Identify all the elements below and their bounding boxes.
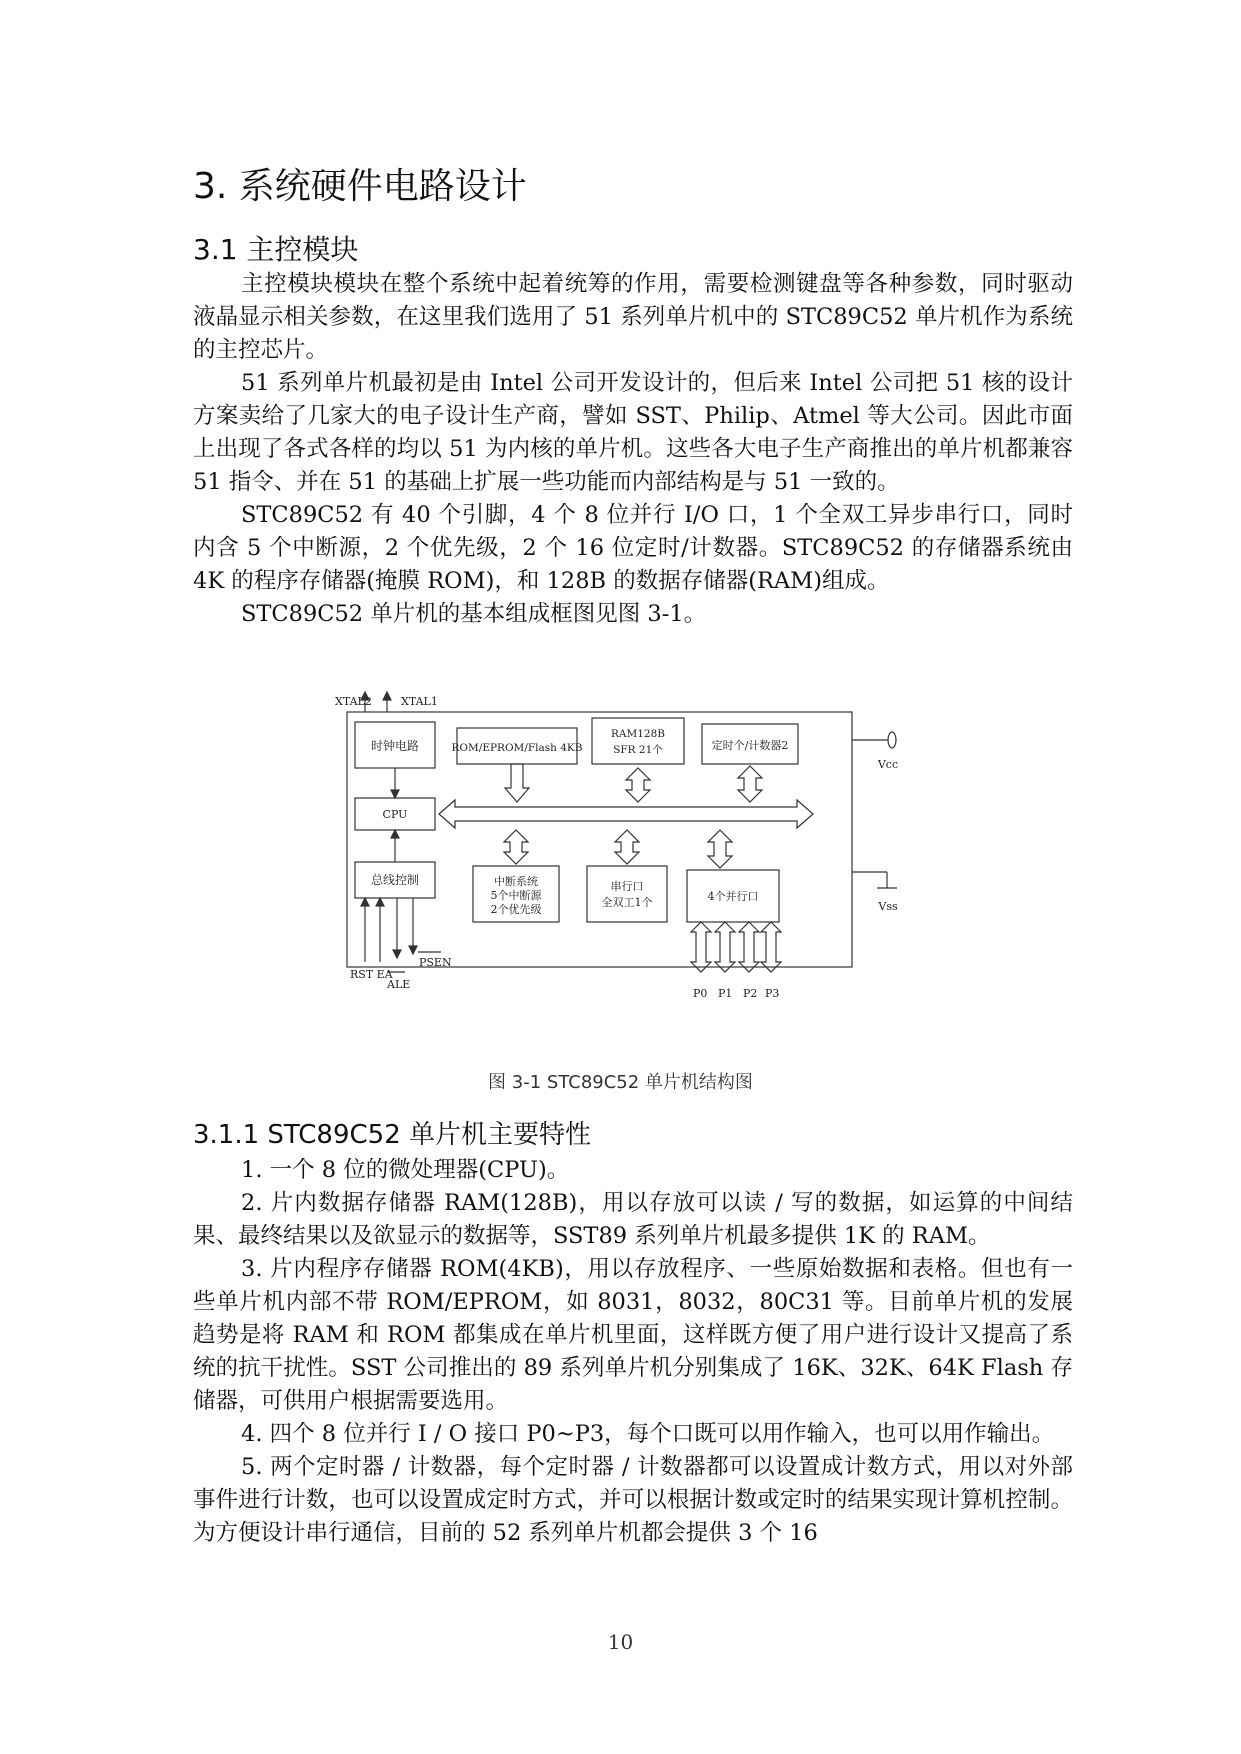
xtal1-arrow xyxy=(383,692,391,700)
xtal1-label: XTAL1 xyxy=(401,695,438,708)
bus-cpu-arrow xyxy=(391,830,399,838)
p0-label: P0 xyxy=(693,987,708,1000)
ea-arrow xyxy=(376,898,384,906)
xtal2-label: XTAL2 xyxy=(335,695,372,708)
mcu-block-diagram xyxy=(335,690,935,1035)
vcc-label: Vcc xyxy=(877,758,899,771)
serial-bus-arrow xyxy=(615,830,639,864)
rst-ea-label: RST EA xyxy=(350,968,393,981)
p1-port-arrow xyxy=(715,922,735,972)
block-diagram-svg xyxy=(335,690,935,1035)
p3-port-arrow xyxy=(761,922,781,972)
serial-label-1: 串行口 xyxy=(610,880,644,893)
serial-label-2: 全双工1个 xyxy=(601,896,653,909)
rom-bus-arrow xyxy=(505,764,529,802)
psen-arrow xyxy=(409,946,417,954)
rst-arrow xyxy=(361,898,369,906)
intro-text xyxy=(193,268,1073,631)
ram-block xyxy=(592,718,684,764)
p2-port-arrow xyxy=(739,922,759,972)
ram-bus-arrow xyxy=(626,768,650,802)
bus-control-label: 总线控制 xyxy=(370,873,420,887)
serial-block xyxy=(587,866,667,922)
parallel-label: 4个并行口 xyxy=(707,890,759,903)
ram-label-1: RAM128B xyxy=(611,728,665,740)
interrupt-label-1: 中断系统 xyxy=(494,875,538,888)
subsection-heading: 3.1.1 STC89C52 单片机主要特性 xyxy=(193,1120,592,1150)
vcc-terminal xyxy=(888,732,896,748)
page-number: 10 xyxy=(607,1630,634,1654)
timer-label: 定时个/计数器2 xyxy=(711,739,789,752)
ale-label: ALE xyxy=(387,978,411,991)
internal-bus xyxy=(439,800,813,828)
paragraph: 主控模块模块在整个系统中起着统筹的作用，需要检测键盘等各种参数，同时驱动液晶显示相关参数，在这里我们选用了 51 系列单片机中的 STC89C52 单片机作为系统的主控芯片。 xyxy=(193,271,1073,363)
interrupt-label-2: 5个中断源 xyxy=(490,889,542,902)
feature-item: 2. 片内数据存储器 RAM(128B)，用以存放可以读 / 写的数据，如运算的中间结果、最终结果以及欲显示的数据等，SST89 系列单片机最多提供 1K 的 RAM。 xyxy=(193,1190,1073,1249)
cpu-label: CPU xyxy=(382,808,408,821)
p3-label: P3 xyxy=(765,987,780,1000)
feature-item: 5. 两个定时器 / 计数器，每个定时器 / 计数器都可以设置成计数方式，用以对外部事件进行计数，也可以设置成定时方式，并可以根据计数或定时的结果实现计算机控制。为方便设计串行通信，目前的 52 系列单片机都会提供 3 个 16 xyxy=(193,1454,1073,1546)
features-text xyxy=(193,1154,1073,1550)
parallel-bus-arrow xyxy=(708,830,732,868)
chapter-heading: 3. 系统硬件电路设计 xyxy=(193,166,527,207)
figure-caption: 图 3-1 STC89C52 单片机结构图 xyxy=(488,1072,753,1093)
clock-cpu-arrow xyxy=(391,790,399,798)
feature-item: 4. 四个 8 位并行 I / O 接口 P0~P3，每个口既可以用作输入，也可以用作输出。 xyxy=(241,1421,1055,1447)
rom-label: ROM/EPROM/Flash 4KB xyxy=(451,742,583,754)
paragraph: 51 系列单片机最初是由 Intel 公司开发设计的，但后来 Intel 公司把 51 核的设计方案卖给了几家大的电子设计生产商，譬如 SST、Philip、Atmel 等大公司。因此市面上出现了各式各样的均以 51 为内核的单片机。这些各大电子生产商推出的单片机都兼容 51 指令、并在 51 的基础上扩展一些功能而内部结构是与 51 一致的。 xyxy=(193,370,1073,495)
clock-label: 时钟电路 xyxy=(370,739,420,753)
ram-label-2: SFR 21个 xyxy=(613,744,663,756)
section-heading: 3.1 主控模块 xyxy=(193,233,359,266)
paragraph: STC89C52 单片机的基本组成框图见图 3-1。 xyxy=(241,601,707,627)
p1-label: P1 xyxy=(718,987,733,1000)
p0-port-arrow xyxy=(691,922,711,972)
psen-label: PSEN xyxy=(419,956,452,969)
timer-bus-arrow xyxy=(738,766,762,802)
interrupt-bus-arrow xyxy=(504,830,528,864)
feature-item: 1. 一个 8 位的微处理器(CPU)。 xyxy=(241,1157,570,1183)
paragraph: STC89C52 有 40 个引脚，4 个 8 位并行 I/O 口，1 个全双工异步串行口，同时内含 5 个中断源，2 个优先级，2 个 16 位定时/计数器。STC89C52 的存储器系统由 4K 的程序存储器(掩膜 ROM)，和 128B 的数据存储器(RAM)组成。 xyxy=(193,502,1073,594)
vss-label: Vss xyxy=(878,900,898,913)
feature-item: 3. 片内程序存储器 ROM(4KB)，用以存放程序、一些原始数据和表格。但也有一些单片机内部不带 ROM/EPROM，如 8031，8032，80C31 等。目前单片机的发展趋势是将 RAM 和 ROM 都集成在单片机里面，这样既方便了用户进行设计又提高了系统的抗干扰性。SST 公司推出的 89 系列单片机分别集成了 16K、32K、64K Flash 存储器，可供用户根据需要选用。 xyxy=(193,1256,1073,1414)
interrupt-label-3: 2个优先级 xyxy=(490,903,542,916)
p2-label: P2 xyxy=(743,987,758,1000)
ale-arrow xyxy=(393,950,401,958)
